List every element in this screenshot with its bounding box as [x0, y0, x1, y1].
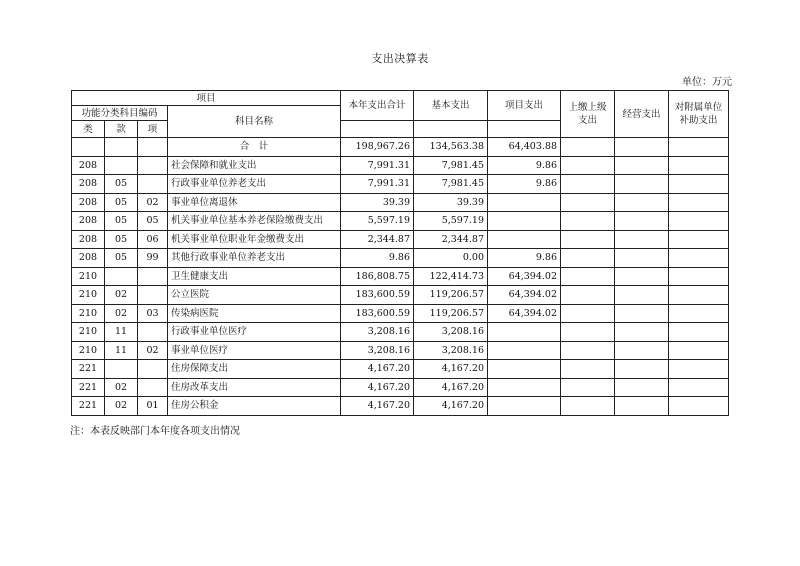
cell-subsidy — [669, 397, 729, 416]
table-row — [72, 360, 729, 379]
cell-subsidy — [669, 212, 729, 231]
cell-section — [105, 267, 138, 286]
cell-section: 05 — [105, 212, 138, 231]
cell-class: 208 — [72, 156, 105, 175]
cell-subsidy — [669, 341, 729, 360]
cell-section: 02 — [105, 304, 138, 323]
header-blank — [414, 121, 488, 138]
cell-operating — [615, 360, 669, 379]
cell-remit-upper — [561, 286, 615, 305]
cell-subject-name: 传染病医院 — [168, 304, 341, 323]
cell-entry: 99 — [138, 249, 168, 268]
cell-section — [105, 138, 138, 157]
cell-class: 210 — [72, 304, 105, 323]
cell-class: 210 — [72, 341, 105, 360]
cell-basic-expense: 4,167.20 — [414, 397, 488, 416]
cell-entry: 01 — [138, 397, 168, 416]
cell-remit-upper — [561, 230, 615, 249]
cell-project-expense — [488, 378, 561, 397]
cell-total-expense: 4,167.20 — [341, 360, 414, 379]
cell-class: 221 — [72, 397, 105, 416]
cell-section: 02 — [105, 286, 138, 305]
header-class: 类 — [72, 121, 105, 138]
cell-subject-name: 公立医院 — [168, 286, 341, 305]
header-remit-upper: 上缴上级支出 — [561, 91, 615, 138]
table-row — [72, 341, 729, 360]
cell-total-expense: 183,600.59 — [341, 304, 414, 323]
header-subject-name: 科目名称 — [168, 106, 341, 138]
cell-section: 02 — [105, 378, 138, 397]
table-row — [72, 378, 729, 397]
cell-project-expense: 64,403.88 — [488, 138, 561, 157]
cell-subsidy — [669, 267, 729, 286]
cell-basic-expense: 7,981.45 — [414, 156, 488, 175]
footnote: 注：本表反映部门本年度各项支出情况 — [70, 426, 240, 437]
cell-operating — [615, 138, 669, 157]
cell-operating — [615, 267, 669, 286]
cell-total-expense: 2,344.87 — [341, 230, 414, 249]
table-row — [72, 175, 729, 194]
cell-project-expense — [488, 397, 561, 416]
cell-total-expense: 7,991.31 — [341, 175, 414, 194]
page-title: 支出决算表 — [371, 52, 429, 65]
cell-entry: 02 — [138, 341, 168, 360]
cell-entry — [138, 323, 168, 342]
cell-subject-name: 住房公积金 — [168, 397, 341, 416]
cell-remit-upper — [561, 193, 615, 212]
header-blank — [488, 121, 561, 138]
cell-basic-expense: 2,344.87 — [414, 230, 488, 249]
cell-entry — [138, 360, 168, 379]
cell-project-expense — [488, 341, 561, 360]
cell-basic-expense: 7,981.45 — [414, 175, 488, 194]
table-row — [72, 304, 729, 323]
cell-basic-expense: 3,208.16 — [414, 341, 488, 360]
cell-operating — [615, 286, 669, 305]
cell-basic-expense: 119,206.57 — [414, 286, 488, 305]
cell-operating — [615, 193, 669, 212]
cell-subsidy — [669, 304, 729, 323]
cell-project-expense: 9.86 — [488, 175, 561, 194]
table-row — [72, 193, 729, 212]
cell-class: 208 — [72, 249, 105, 268]
cell-class: 208 — [72, 230, 105, 249]
table-row — [72, 286, 729, 305]
cell-subsidy — [669, 230, 729, 249]
cell-basic-expense: 119,206.57 — [414, 304, 488, 323]
cell-section: 11 — [105, 323, 138, 342]
cell-remit-upper — [561, 212, 615, 231]
cell-subsidy — [669, 286, 729, 305]
unit-label: 单位：万元 — [682, 77, 732, 88]
cell-project-expense: 64,394.02 — [488, 286, 561, 305]
cell-total-expense: 4,167.20 — [341, 397, 414, 416]
table-row — [72, 156, 729, 175]
cell-project-expense — [488, 193, 561, 212]
cell-section: 11 — [105, 341, 138, 360]
cell-operating — [615, 212, 669, 231]
cell-entry: 05 — [138, 212, 168, 231]
cell-entry — [138, 138, 168, 157]
cell-total-expense: 3,208.16 — [341, 323, 414, 342]
cell-total-expense: 7,991.31 — [341, 156, 414, 175]
cell-section: 02 — [105, 397, 138, 416]
cell-project-expense: 9.86 — [488, 156, 561, 175]
cell-project-expense: 64,394.02 — [488, 304, 561, 323]
cell-section: 05 — [105, 175, 138, 194]
cell-total-expense: 9.86 — [341, 249, 414, 268]
cell-remit-upper — [561, 360, 615, 379]
cell-remit-upper — [561, 323, 615, 342]
cell-remit-upper — [561, 175, 615, 194]
cell-total-expense: 198,967.26 — [341, 138, 414, 157]
table-row — [72, 249, 729, 268]
cell-subsidy — [669, 360, 729, 379]
cell-subject-name: 其他行政事业单位养老支出 — [168, 249, 341, 268]
cell-total-expense: 39.39 — [341, 193, 414, 212]
cell-project-expense — [488, 323, 561, 342]
expense-table — [71, 90, 729, 416]
cell-subject-name: 机关事业单位职业年金缴费支出 — [168, 230, 341, 249]
header-total-expense: 本年支出合计 — [341, 91, 414, 121]
header-section: 款 — [105, 121, 138, 138]
cell-project-expense: 64,394.02 — [488, 267, 561, 286]
cell-basic-expense: 0.00 — [414, 249, 488, 268]
cell-total-expense: 5,597.19 — [341, 212, 414, 231]
cell-remit-upper — [561, 378, 615, 397]
cell-subject-name: 事业单位离退休 — [168, 193, 341, 212]
header-entry: 项 — [138, 121, 168, 138]
cell-subject-name: 社会保障和就业支出 — [168, 156, 341, 175]
cell-entry — [138, 378, 168, 397]
cell-subject-name: 合 计 — [168, 138, 341, 157]
cell-project-expense — [488, 212, 561, 231]
cell-operating — [615, 341, 669, 360]
cell-operating — [615, 397, 669, 416]
cell-operating — [615, 323, 669, 342]
table-row — [72, 397, 729, 416]
cell-section: 05 — [105, 230, 138, 249]
cell-subsidy — [669, 249, 729, 268]
cell-basic-expense: 134,563.38 — [414, 138, 488, 157]
cell-class: 210 — [72, 286, 105, 305]
cell-basic-expense: 122,414.73 — [414, 267, 488, 286]
cell-class: 221 — [72, 360, 105, 379]
cell-basic-expense: 4,167.20 — [414, 378, 488, 397]
cell-subject-name: 卫生健康支出 — [168, 267, 341, 286]
cell-class: 210 — [72, 323, 105, 342]
cell-operating — [615, 378, 669, 397]
cell-subject-name: 机关事业单位基本养老保险缴费支出 — [168, 212, 341, 231]
header-basic-expense: 基本支出 — [414, 91, 488, 121]
cell-class: 208 — [72, 175, 105, 194]
cell-remit-upper — [561, 156, 615, 175]
cell-subject-name: 行政事业单位医疗 — [168, 323, 341, 342]
table-row — [72, 212, 729, 231]
cell-operating — [615, 175, 669, 194]
cell-operating — [615, 156, 669, 175]
cell-class — [72, 138, 105, 157]
cell-subsidy — [669, 378, 729, 397]
cell-basic-expense: 3,208.16 — [414, 323, 488, 342]
cell-project-expense: 9.86 — [488, 249, 561, 268]
cell-entry — [138, 156, 168, 175]
cell-total-expense: 186,808.75 — [341, 267, 414, 286]
cell-entry: 03 — [138, 304, 168, 323]
cell-remit-upper — [561, 138, 615, 157]
cell-class: 210 — [72, 267, 105, 286]
cell-subject-name: 事业单位医疗 — [168, 341, 341, 360]
cell-subsidy — [669, 138, 729, 157]
cell-basic-expense: 5,597.19 — [414, 212, 488, 231]
cell-subject-name: 行政事业单位养老支出 — [168, 175, 341, 194]
cell-remit-upper — [561, 249, 615, 268]
table-row — [72, 267, 729, 286]
cell-entry — [138, 175, 168, 194]
cell-remit-upper — [561, 341, 615, 360]
cell-subsidy — [669, 156, 729, 175]
cell-total-expense: 183,600.59 — [341, 286, 414, 305]
cell-subject-name: 住房改革支出 — [168, 378, 341, 397]
cell-subsidy — [669, 193, 729, 212]
cell-entry — [138, 267, 168, 286]
cell-section — [105, 360, 138, 379]
cell-section — [105, 156, 138, 175]
cell-entry: 06 — [138, 230, 168, 249]
cell-project-expense — [488, 230, 561, 249]
header-code-group: 功能分类科目编码 — [72, 106, 168, 121]
cell-remit-upper — [561, 304, 615, 323]
cell-operating — [615, 304, 669, 323]
table-row — [72, 230, 729, 249]
cell-class: 208 — [72, 212, 105, 231]
cell-project-expense — [488, 360, 561, 379]
cell-entry — [138, 286, 168, 305]
cell-subsidy — [669, 323, 729, 342]
cell-remit-upper — [561, 267, 615, 286]
cell-total-expense: 4,167.20 — [341, 378, 414, 397]
cell-entry: 02 — [138, 193, 168, 212]
header-blank — [341, 121, 414, 138]
cell-section: 05 — [105, 193, 138, 212]
cell-class: 208 — [72, 193, 105, 212]
header-subsidy: 对附属单位补助支出 — [669, 91, 729, 138]
cell-operating — [615, 249, 669, 268]
cell-remit-upper — [561, 397, 615, 416]
cell-class: 221 — [72, 378, 105, 397]
cell-subsidy — [669, 175, 729, 194]
cell-operating — [615, 230, 669, 249]
cell-total-expense: 3,208.16 — [341, 341, 414, 360]
cell-section: 05 — [105, 249, 138, 268]
cell-basic-expense: 4,167.20 — [414, 360, 488, 379]
cell-basic-expense: 39.39 — [414, 193, 488, 212]
header-operating: 经营支出 — [615, 91, 669, 138]
header-project-expense: 项目支出 — [488, 91, 561, 121]
table-row — [72, 323, 729, 342]
header-item: 项目 — [72, 91, 341, 106]
cell-subject-name: 住房保障支出 — [168, 360, 341, 379]
table-row — [72, 138, 729, 157]
